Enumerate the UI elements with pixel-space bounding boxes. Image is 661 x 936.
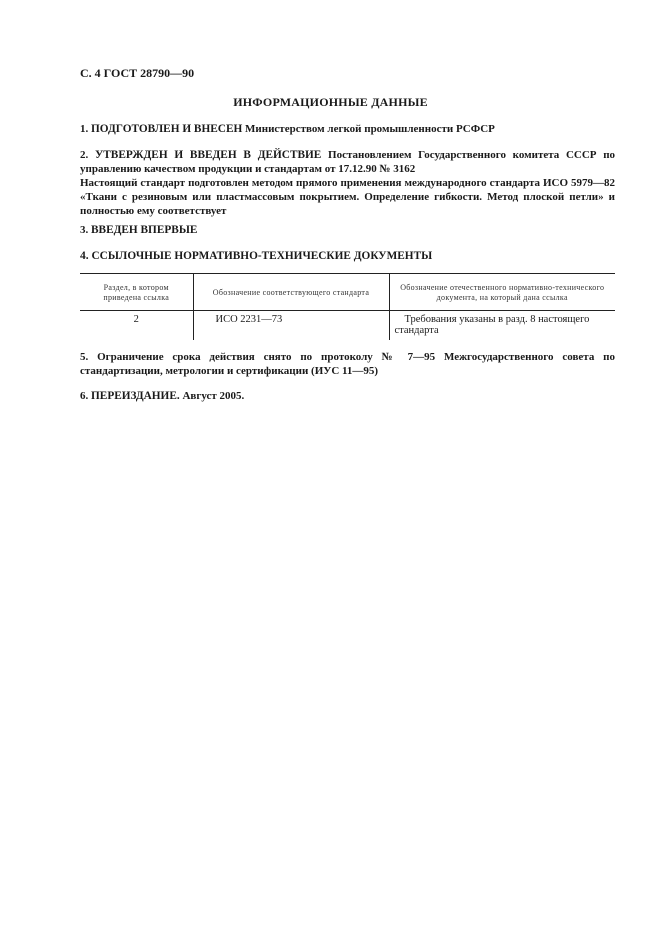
- cell-standard: ИСО 2231—73: [193, 311, 389, 341]
- item-number: 1.: [80, 123, 89, 135]
- item-text: Ограничение срока действия снято по протоколу № 7—95 Межгосударственного совета по стандартизации, метрологии и сертификации (ИУС 11—95): [80, 351, 615, 377]
- item-text: Министерством легкой промышленности РСФСР: [245, 123, 495, 135]
- page-header: С. 4 ГОСТ 28790—90: [80, 66, 195, 80]
- info-item-2: [80, 148, 615, 218]
- info-item-5: [80, 350, 615, 378]
- item-lead: ССЫЛОЧНЫЕ НОРМАТИВНО-ТЕХНИЧЕСКИЕ ДОКУМЕНТЫ: [91, 250, 433, 262]
- item-number: 5.: [80, 351, 89, 363]
- item-lead: ПОДГОТОВЛЕН И ВНЕСЕН: [91, 123, 243, 135]
- info-item-4: [80, 249, 615, 263]
- item-number: 3.: [80, 224, 89, 236]
- item-number: 2.: [80, 149, 89, 161]
- cell-section: 2: [133, 314, 139, 325]
- info-item-1: [80, 122, 615, 136]
- item-number: 6.: [80, 390, 89, 402]
- item-lead: ВВЕДЕН ВПЕРВЫЕ: [91, 224, 198, 236]
- item-paragraph: [80, 148, 615, 176]
- item-text: Август 2005.: [182, 390, 245, 402]
- cell-national-document: Требования указаны в разд. 8 настоящего стандарта: [389, 311, 615, 341]
- item-number: 4.: [80, 250, 89, 262]
- section-title: ИНФОРМАЦИОННЫЕ ДАННЫЕ: [233, 95, 428, 109]
- reference-documents-table: [80, 273, 615, 340]
- item-lead: УТВЕРЖДЕН И ВВЕДЕН В ДЕЙСТВИЕ: [94, 149, 322, 161]
- info-item-6: [80, 389, 615, 403]
- column-header-section: Раздел, в котором приведена ссылка: [80, 274, 193, 311]
- table-header-row: [80, 274, 615, 311]
- item-lead: ПЕРЕИЗДАНИЕ.: [91, 390, 180, 402]
- info-item-3: [80, 223, 615, 237]
- item-note: Настоящий стандарт подготовлен методом прямого применения международного стандарта ИСО 5979—82 «Ткани с резиновым или пластмассовым покрытием. Определение гибкости. Метод плоской петли» и полностью ему соответствует: [80, 177, 615, 217]
- table-row: [80, 311, 615, 341]
- column-header-national-document: Обозначение отечественного нормативно-технического документа, на который дана ссылка: [389, 274, 615, 311]
- column-header-standard: Обозначение соответствующего стандарта: [193, 274, 389, 311]
- item-text: Постановлением Государственного комитета СССР по управлению качеством продукции и стандартам от 17.12.90 № 3162: [80, 149, 616, 175]
